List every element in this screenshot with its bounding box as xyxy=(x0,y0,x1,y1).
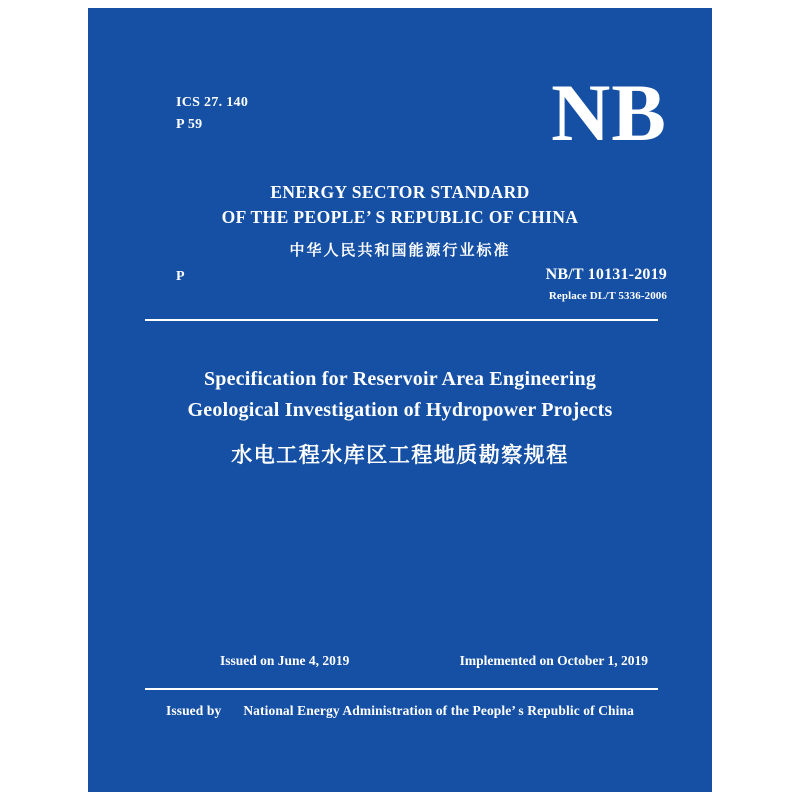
ics-number: ICS 27. 140 xyxy=(176,95,249,110)
nb-logo: NB xyxy=(551,67,667,158)
standard-number: NB/T 10131-2019 xyxy=(545,266,667,283)
standard-number-block xyxy=(546,266,667,302)
issuer-row xyxy=(88,703,712,719)
heading-chinese: 中华人民共和国能源行业标准 xyxy=(289,241,511,259)
divider-top xyxy=(145,319,658,321)
issuing-authority: National Energy Administration of the People’ s Republic of China xyxy=(243,703,634,718)
ics-code-block xyxy=(176,92,248,136)
standard-cover xyxy=(88,8,712,792)
standard-heading xyxy=(88,180,712,260)
issued-by-label: Issued by xyxy=(166,703,222,718)
ics-category-code: P 59 xyxy=(176,117,203,132)
standard-code-row xyxy=(88,266,712,316)
standard-title xyxy=(88,364,712,469)
issued-on-date: Issued on June 4, 2019 xyxy=(220,653,350,668)
divider-bottom xyxy=(145,688,658,690)
dates-row xyxy=(145,653,658,677)
heading-english-line2: OF THE PEOPLE’ S REPUBLIC OF CHINA xyxy=(221,207,579,227)
heading-english-line1: ENERGY SECTOR STANDARD xyxy=(270,182,530,202)
title-english-line1: Specification for Reservoir Area Engineering xyxy=(203,368,597,390)
title-chinese: 水电工程水库区工程地质勘察规程 xyxy=(231,443,569,467)
classification-code: P xyxy=(176,269,185,284)
cover-top-row xyxy=(88,67,712,170)
title-english-line2: Geological Investigation of Hydropower Projects xyxy=(187,399,613,421)
implemented-on-date: Implemented on October 1, 2019 xyxy=(459,653,648,668)
replaced-standard: Replace DL/T 5336-2006 xyxy=(548,290,667,302)
